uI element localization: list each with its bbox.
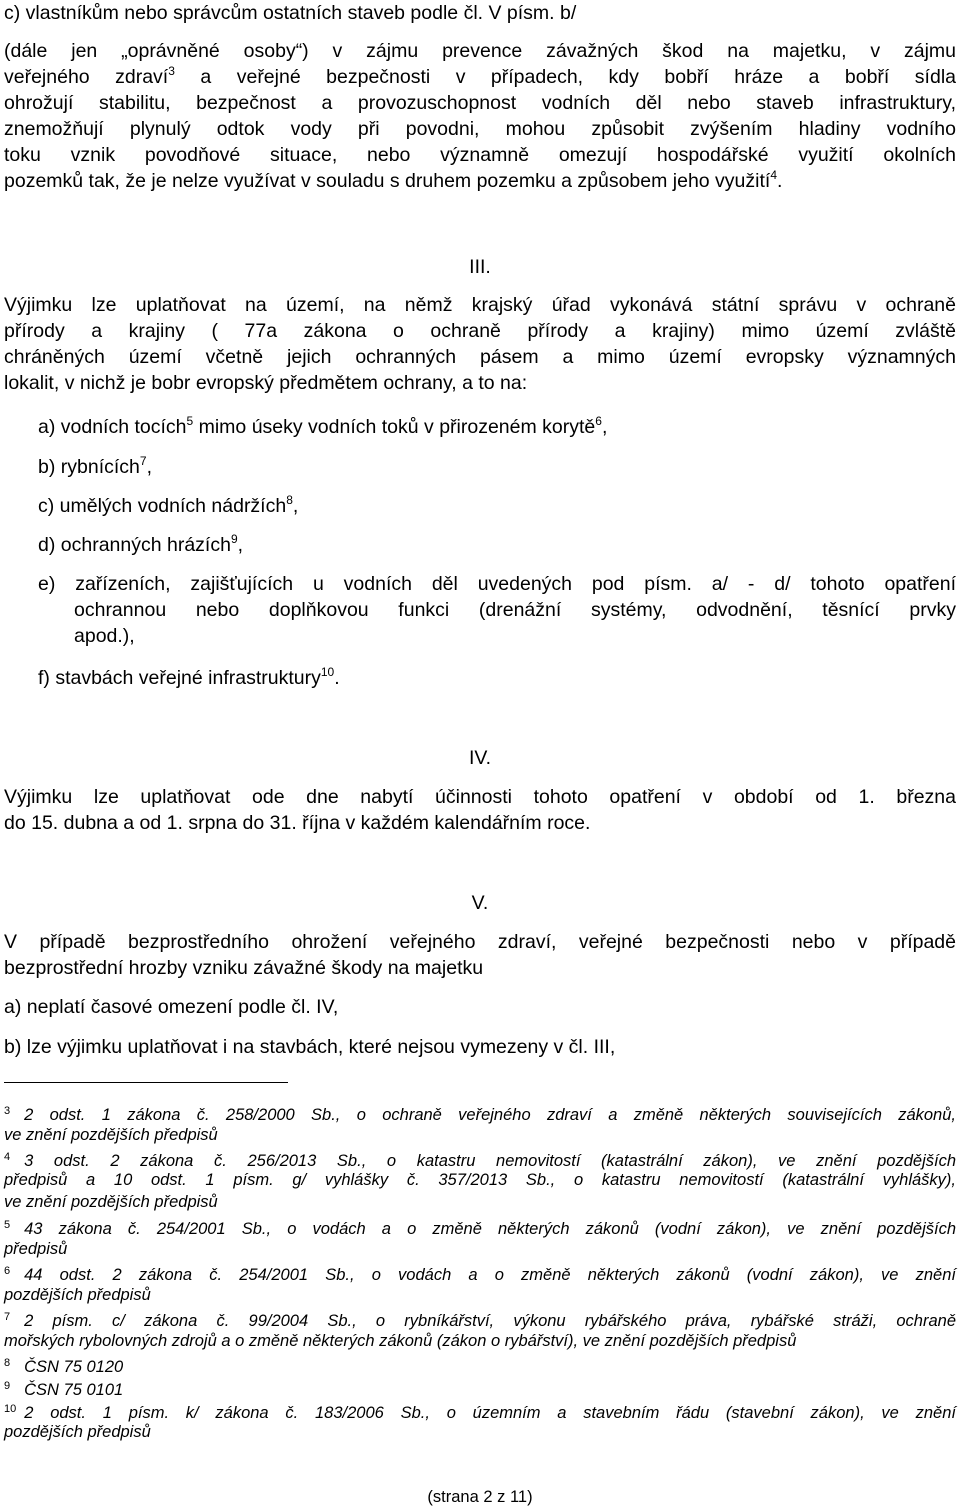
intro-line-6: toku vznik povodňové situace, nebo významně omezují hospodářské využití okolních (4, 144, 956, 166)
list-item-e-line-1: e) zařízeních, zajišťujících u vodních děl uvedených pod písm. a/ - d/ tohoto opatření (38, 573, 956, 595)
footnote-5-line-1: $^5$ 43 zákona č. 254/2001 Sb., o vodách a o změně některých zákonů (vodní zákon), ve znění pozdějších (4, 1219, 956, 1238)
footnote-3-line-1: $^3$ 2 odst. 1 zákona č. 258/2000 Sb., o ochraně veřejného zdraví a změně některých souvisejících zákonů, (4, 1105, 956, 1124)
list-item-e-line-2: ochrannou nebo doplňkovou funkci (drenážní systémy, odvodnění, těsnící prvky (74, 599, 956, 621)
footnote-4-line-3: ve znění pozdějších předpisů (4, 1193, 218, 1211)
footnote-6-line-1: $^6$ 44 odst. 2 zákona č. 254/2001 Sb., o vodách a o změně některých zákonů (vodní zákon), ve znění (4, 1265, 956, 1284)
footnote-5-line-2: předpisů (4, 1240, 68, 1258)
list-item-a: a) vodních tocích$^5$ mimo úseky vodních toků v přirozeném korytě$^6$, (38, 414, 608, 438)
footnote-ref-9[interactable]: 9 (230, 532, 238, 546)
intro-line-1: c) vlastníkům nebo správcům ostatních staveb podle čl. V písm. b/ (4, 2, 577, 24)
footnote-ref-3[interactable]: 3 (168, 64, 175, 78)
footnote-8: $^8$ ČSN 75 0120 (4, 1357, 124, 1376)
section-heading-iv: IV. (468, 747, 492, 769)
intro-line-2: (dále jen „oprávněné osoby“) v zájmu prevence závažných škod na majetku, v zájmu (4, 40, 956, 62)
footnote-3-line-2: ve znění pozdějších předpisů (4, 1126, 218, 1144)
footnote-4-line-2: předpisů a 10 odst. 1 písm. g/ vyhlášky č. 357/2013 Sb., o katastru nemovitostí (katastrální vyhlášky), (4, 1171, 956, 1189)
footnote-ref-8[interactable]: 8 (286, 493, 293, 507)
list-item-e-line-3: apod.), (74, 625, 135, 647)
footnote-separator (4, 1082, 288, 1083)
section-iii-para-line-1: Výjimku lze uplatňovat na území, na němž krajský úřad vykonává státní správu v ochraně (4, 294, 956, 316)
footnote-ref-5[interactable]: 5 (186, 414, 194, 428)
list-item-b: b) rybnících$^7$, (38, 454, 152, 478)
intro-line-3: veřejného zdraví$^3$ a veřejné bezpečnosti v případech, kdy bobří hráze a bobří sídla (4, 64, 956, 88)
footnote-6-line-2: pozdějších předpisů (4, 1286, 151, 1304)
section-heading-v: V. (471, 892, 489, 914)
footnote-7-line-1: $^7$ 2 písm. c/ zákona č. 99/2004 Sb., o rybníkářství, výkonu rybářského práva, rybářské stráži, ochraně (4, 1311, 956, 1330)
footnote-ref-4[interactable]: 4 (770, 168, 777, 182)
section-iv-para-line-1: Výjimku lze uplatňovat ode dne nabytí účinnosti tohoto opatření v období od 1. března (4, 786, 956, 808)
footnote-10-line-2: pozdějších předpisů (4, 1423, 151, 1441)
footnote-9: $^9$ ČSN 75 0101 (4, 1380, 124, 1399)
intro-line-4: ohrožují stabilitu, bezpečnost a provozuschopnost vodních děl nebo staveb infrastruktury, (4, 92, 956, 114)
section-v-item-a: a) neplatí časové omezení podle čl. IV, (4, 996, 339, 1018)
footnote-ref-6[interactable]: 6 (595, 414, 602, 428)
list-item-d: d) ochranných hrázích$^9$, (38, 532, 244, 556)
intro-line-5: znemožňují plynulý odtok vody při povodni, mohou způsobit zvýšením hladiny vodního (4, 118, 956, 140)
section-heading-iii: III. (469, 256, 491, 278)
footnote-ref-7[interactable]: 7 (139, 454, 147, 468)
section-iii-para-line-3: chráněných území včetně jejich ochranných pásem a mimo území evropsky významných (4, 346, 956, 368)
footnote-10-line-1: $^{10}$ 2 odst. 1 písm. k/ zákona č. 183/2006 Sb., o územním a stavebním řádu (stavební zákon), ve znění (4, 1403, 956, 1422)
list-item-c: c) umělých vodních nádržích$^8$, (38, 493, 299, 517)
footnote-7-line-2: mořských rybolovných zdrojů a o změně některých zákonů (zákon o rybářství), ve znění pozdějších předpisů (4, 1332, 797, 1350)
section-v-item-b: b) lze výjimku uplatňovat i na stavbách, které nejsou vymezeny v čl. III, (4, 1036, 616, 1058)
section-iv-para-line-2: do 15. dubna a od 1. srpna do 31. října v každém kalendářním roce. (4, 812, 591, 834)
section-v-para-line-1: V případě bezprostředního ohrožení veřejného zdraví, veřejné bezpečnosti nebo v případě (4, 931, 956, 953)
footnote-4-line-1: $^4$ 3 odst. 2 zákona č. 256/2013 Sb., o katastru nemovitostí (katastrální zákon), ve znění pozdějších (4, 1151, 956, 1170)
footnote-ref-10[interactable]: 10 (320, 665, 335, 679)
section-iii-para-line-4: lokalit, v nichž je bobr evropský předmětem ochrany, a to na: (4, 372, 528, 394)
intro-line-7: pozemků tak, že je nelze využívat v souladu s druhem pozemku a způsobem jeho využití$^4$. (4, 168, 783, 192)
section-v-para-line-2: bezprostřední hrozby vzniku závažné škody na majetku (4, 957, 484, 979)
list-item-f: f) stavbách veřejné infrastruktury$^{10}$. (38, 665, 340, 689)
section-iii-para-line-2: přírody a krajiny ( 77a zákona o ochraně přírody a krajiny) mimo území zvláště (4, 320, 956, 342)
page-number: (strana 2 z 11) (427, 1488, 533, 1506)
